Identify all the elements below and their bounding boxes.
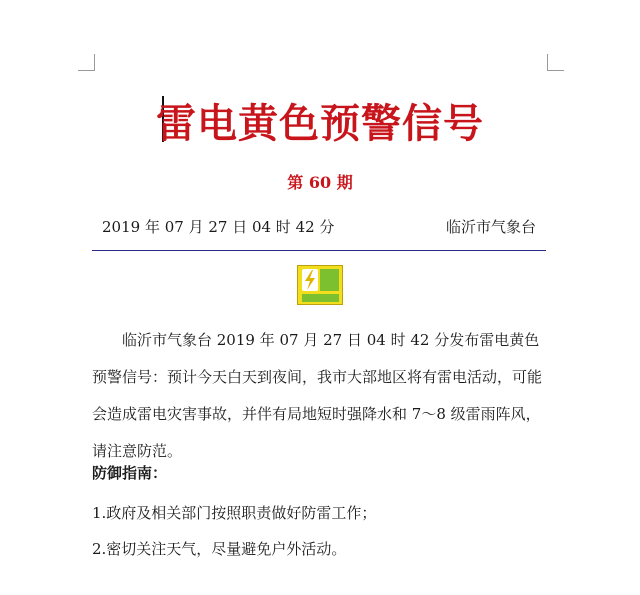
signal-label-block [320,269,339,291]
page-corner-mark-right [547,54,564,71]
issuer-name[interactable]: 临沂市气象台 [445,218,536,236]
issue-number[interactable]: 第 60 期 [287,173,353,192]
defense-guide-item-1[interactable]: 1.政府及相关部门按照职责做好防雷工作； [92,504,377,522]
header-divider [92,250,546,251]
lightning-yellow-warning-icon [297,265,343,305]
defense-guide-item-2[interactable]: 2.密切关注天气，尽量避免户外活动。 [92,540,347,558]
lightning-bolt-icon [302,269,318,291]
issue-datetime[interactable]: 2019 年 07 月 27 日 04 时 42 分 [102,218,335,236]
warning-body-paragraph[interactable]: 临沂市气象台 2019 年 07 月 27 日 04 时 42 分发布雷电黄色预警信号：预计今天白天到夜间，我市大部地区将有雷电活动，可能会造成雷电灾害事故，并伴有局地短时强降水和 7～8 级雷雨阵风，请注意防范。 [92,331,543,460]
defense-guide-heading[interactable]: 防御指南： [92,464,168,482]
document-title[interactable]: 雷电黄色预警信号 [156,101,484,147]
page-corner-mark-left [78,54,95,71]
signal-label-strip [302,294,339,302]
